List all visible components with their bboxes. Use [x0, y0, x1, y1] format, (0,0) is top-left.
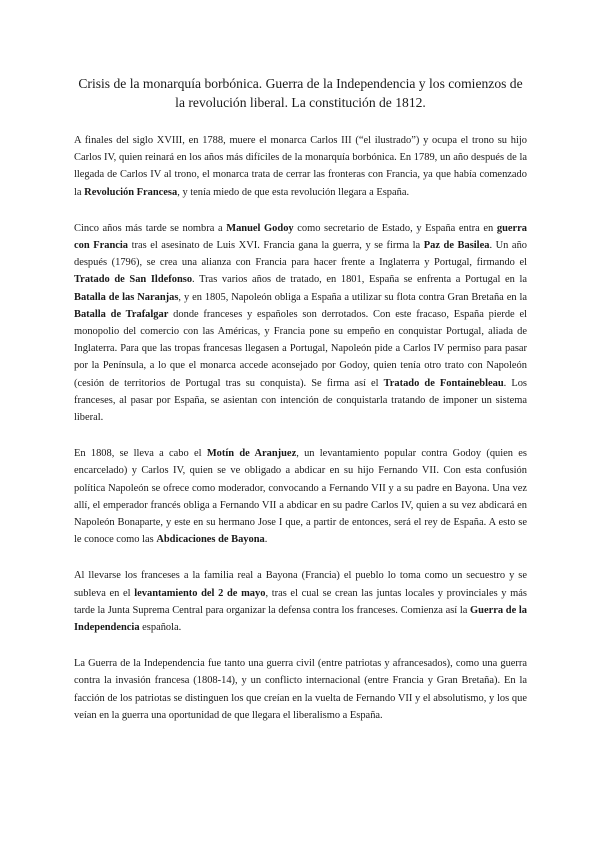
paragraph-2 [74, 220, 527, 426]
paragraph-text: . Los franceses, al pasar por España, se asientan con intención de conquistarla tratando de imponer un sistema liberal. [74, 377, 527, 424]
paragraph-text: Al llevarse los franceses a la familia real a Bayona (Francia) el pueblo lo toma como un secuestro y se subleva en el [74, 570, 527, 599]
paragraph-text: como secretario de Estado, y España entra en [293, 222, 497, 234]
bold-term: Manuel Godoy [226, 222, 294, 234]
bold-term: Abdicaciones de Bayona [156, 534, 265, 546]
paragraph-text: española. [139, 622, 182, 634]
paragraph-text: Cinco años más tarde se nombra a [74, 222, 227, 234]
paragraph-text: A finales del siglo XVIII, en 1788, muere el monarca Carlos III (“el ilustrado”) y ocupa el trono su hijo Carlos IV, quien reinará en los años más difíciles de la monarquía borbónica. En 1789, un año después de la llegada de Carlos IV al trono, el monarca trata de cerrar las fronteras con Francia, ya que había comenzado la [74, 135, 527, 198]
bold-term: Paz de Basilea [423, 240, 490, 252]
paragraph-text: tras el asesinato de Luis XVI. Francia gana la guerra, y se firma la [128, 240, 424, 252]
bold-term: guerra con Francia [74, 222, 527, 252]
paragraph-text: . Un año después (1796), se crea una alianza con Francia para hacer frente a Inglaterra y Portugal, firmando el [74, 240, 528, 269]
paragraph-4 [74, 567, 527, 636]
bold-term: Tratado de Fontainebleau [383, 377, 504, 389]
bold-term: levantamiento del 2 de mayo [134, 587, 266, 599]
bold-term: Batalla de las Naranjas [74, 291, 179, 303]
paragraph-5 [74, 655, 527, 724]
paragraph-text: . [264, 534, 268, 546]
paragraph-text: donde franceses y españoles son derrotados. Con este fracaso, España pierde el monopolio del comercio con las Américas, y Francia pone su empeño en conquistar Portugal, aliada de Inglaterra. Para que las tropas francesas llegasen a Portugal, Napoleón pide a Carlos IV permiso para pasar por la Península, a lo que el monarca accede aconsejado por Godoy, quien tenía otro trato con Napoleón (cesión de territorios de Portugal tras su conquista). Se firma así el [74, 308, 527, 389]
paragraph-text: , tras el cual se crean las juntas locales y provinciales y más tarde la Junta Suprema Central para organizar la defensa contra los franceses. Comienza así la [74, 587, 527, 616]
paragraph-text: La Guerra de la Independencia fue tanto una guerra civil (entre patriotas y afrancesados), como una guerra contra la invasión francesa (1808-14), y un conflicto internacional (entre Francia y Gran Bretaña). En la facción de los patriotas se distinguen los que creían en la vuelta de Fernando VII y el absolutismo, y los que veían en la guerra una oportunidad de que llegara el liberalismo a España. [74, 658, 527, 721]
bold-term: Tratado de San Ildefonso [74, 274, 193, 286]
paragraph-1 [74, 132, 527, 201]
bold-term: Guerra de la Independencia [74, 604, 527, 634]
paragraph-text: . Tras varios años de tratado, en 1801, España se enfrenta a Portugal en la [192, 274, 528, 286]
paragraph-text: , y tenía miedo de que esta revolución llegara a España. [177, 186, 410, 198]
paragraph-3 [74, 445, 527, 548]
paragraph-text: , un levantamiento popular contra Godoy (quien es encarcelado) y Carlos IV, quien se ve obligado a abdicar en su hijo Fernando VII. Con esta confusión política Napoleón se ofrece como moderador, convocando a Fernando VII y a su padre en Bayona. Una vez allí, el emperador francés obliga a Fernando VII a abdicar en su padre Carlos IV, quien a su vez abdicará en Napoleón Bonaparte, y este en su hermano Jose I que, a partir de entonces, será el rey de España. A esto se le conoce como las [74, 448, 527, 546]
document-title: Crisis de la monarquía borbónica. Guerra de la Independencia y los comienzos de la revolución liberal. La constitución de 1812. [78, 76, 523, 110]
bold-term: Motín de Aranjuez [206, 448, 297, 460]
paragraph-text: En 1808, se lleva a cabo el [74, 448, 207, 460]
paragraph-text: , y en 1805, Napoleón obliga a España a utilizar su flota contra Gran Bretaña en la [178, 291, 527, 303]
bold-term: Revolución Francesa [84, 186, 178, 198]
bold-term: Batalla de Trafalgar [74, 308, 169, 320]
